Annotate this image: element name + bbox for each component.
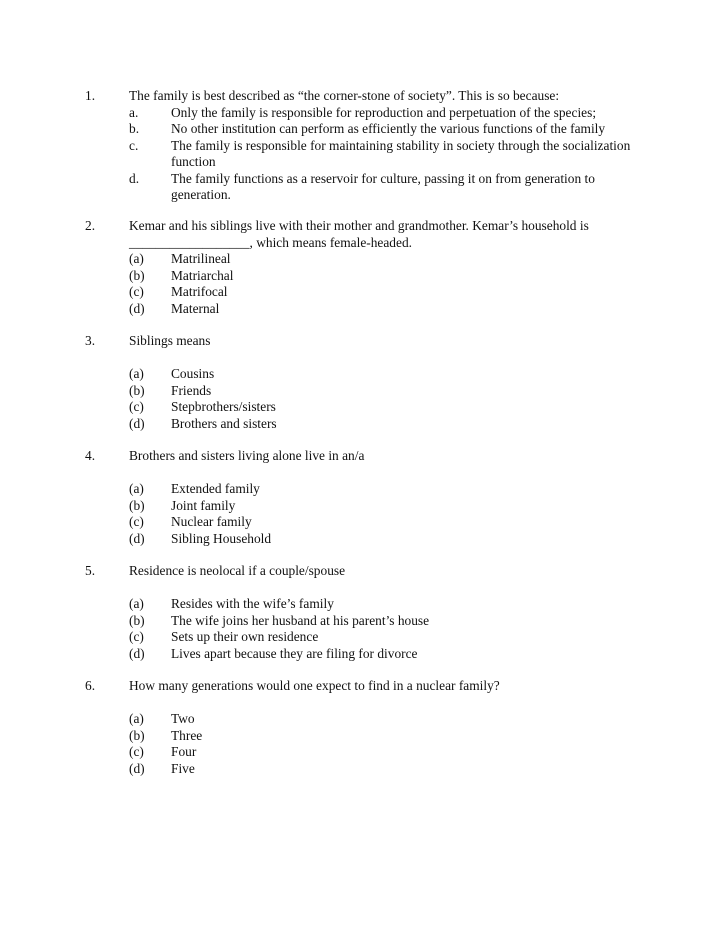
option-c: [129, 744, 645, 761]
option-letter: (d): [129, 415, 145, 431]
question-stem: Siblings means: [129, 333, 211, 348]
option-letter: (b): [129, 727, 145, 743]
option-text: The family is responsible for maintaining stability in society through the socialization function: [171, 137, 631, 169]
option-c: [129, 284, 645, 301]
option-letter: (a): [129, 711, 144, 726]
options-list: [129, 366, 645, 432]
option-b: [129, 268, 645, 285]
option-letter: (c): [129, 629, 144, 644]
question-number: 3.: [85, 333, 96, 348]
option-text: Sets up their own residence: [171, 629, 319, 644]
question-number: 1.: [85, 88, 96, 103]
option-letter: (a): [129, 251, 144, 266]
question-stem: Brothers and sisters living alone live in an/a: [129, 448, 365, 463]
question-5: [85, 563, 645, 662]
option-letter: (c): [129, 514, 144, 529]
option-letter: (d): [129, 645, 145, 661]
option-letter: (a): [129, 596, 144, 611]
question-stem: Residence is neolocal if a couple/spouse: [129, 563, 346, 578]
question-4: [85, 448, 645, 547]
option-text: Five: [171, 760, 195, 776]
option-text: No other institution can perform as efficiently the various functions of the family: [171, 121, 606, 136]
option-letter: (d): [129, 530, 145, 546]
option-text: The family functions as a reservoir for culture, passing it on from generation to generation.: [171, 170, 595, 202]
option-letter: a.: [129, 104, 139, 120]
option-text: Resides with the wife’s family: [171, 596, 334, 611]
option-d: [129, 171, 645, 204]
question-number: 6.: [85, 678, 96, 693]
question-3: [85, 333, 645, 432]
option-a: [129, 105, 645, 122]
question-number: 5.: [85, 563, 96, 578]
option-letter: (a): [129, 481, 144, 496]
question-stem: The family is best described as “the corner-stone of society”. This is so because:: [129, 88, 560, 103]
option-text: Maternal: [171, 300, 220, 316]
option-letter: (d): [129, 300, 145, 316]
option-letter: c.: [129, 137, 139, 153]
option-letter: (d): [129, 760, 145, 776]
option-c: [129, 629, 645, 646]
option-letter: (b): [129, 382, 145, 398]
question-2: [85, 218, 645, 317]
option-text: Cousins: [171, 366, 215, 381]
option-text: The wife joins her husband at his parent’s house: [171, 612, 430, 628]
option-text: Extended family: [171, 481, 260, 496]
options-list: [129, 251, 645, 317]
option-b: [129, 728, 645, 745]
option-text: Four: [171, 744, 197, 759]
option-letter: b.: [129, 121, 140, 136]
option-d: [129, 531, 645, 548]
question-1: [85, 88, 645, 204]
option-text: Joint family: [171, 497, 236, 513]
question-stem: Kemar and his siblings live with their mother and grandmother. Kemar’s household is __________________, which means female-headed.: [129, 218, 589, 250]
option-text: Stepbrothers/sisters: [171, 399, 276, 414]
options-list: [129, 711, 645, 777]
option-letter: (b): [129, 612, 145, 628]
option-a: [129, 596, 645, 613]
option-text: Sibling Household: [171, 530, 272, 546]
option-text: Friends: [171, 382, 212, 398]
option-b: [129, 613, 645, 630]
option-letter: d.: [129, 170, 140, 186]
options-list: [129, 105, 645, 204]
option-c: [129, 399, 645, 416]
option-d: [129, 646, 645, 663]
option-b: [129, 383, 645, 400]
question-6: [85, 678, 645, 777]
option-text: Three: [171, 727, 203, 743]
option-a: [129, 251, 645, 268]
option-a: [129, 366, 645, 383]
option-text: Two: [171, 711, 195, 726]
option-b: [129, 498, 645, 515]
option-c: [129, 138, 645, 171]
option-d: [129, 761, 645, 778]
options-list: [129, 596, 645, 662]
option-text: Lives apart because they are filing for divorce: [171, 645, 418, 661]
option-d: [129, 301, 645, 318]
option-a: [129, 711, 645, 728]
option-a: [129, 481, 645, 498]
option-letter: (b): [129, 497, 145, 513]
option-text: Matrifocal: [171, 284, 228, 299]
option-letter: (b): [129, 267, 145, 283]
option-text: Matrilineal: [171, 251, 231, 266]
option-text: Only the family is responsible for reproduction and perpetuation of the species;: [171, 104, 597, 120]
option-letter: (c): [129, 399, 144, 414]
question-stem: How many generations would one expect to find in a nuclear family?: [129, 678, 500, 693]
option-text: Matriarchal: [171, 267, 234, 283]
option-text: Nuclear family: [171, 514, 252, 529]
option-letter: (a): [129, 366, 144, 381]
question-number: 4.: [85, 448, 96, 463]
option-letter: (c): [129, 744, 144, 759]
option-letter: (c): [129, 284, 144, 299]
option-d: [129, 416, 645, 433]
option-b: [129, 121, 645, 138]
options-list: [129, 481, 645, 547]
option-text: Brothers and sisters: [171, 415, 277, 431]
option-c: [129, 514, 645, 531]
question-number: 2.: [85, 218, 96, 233]
